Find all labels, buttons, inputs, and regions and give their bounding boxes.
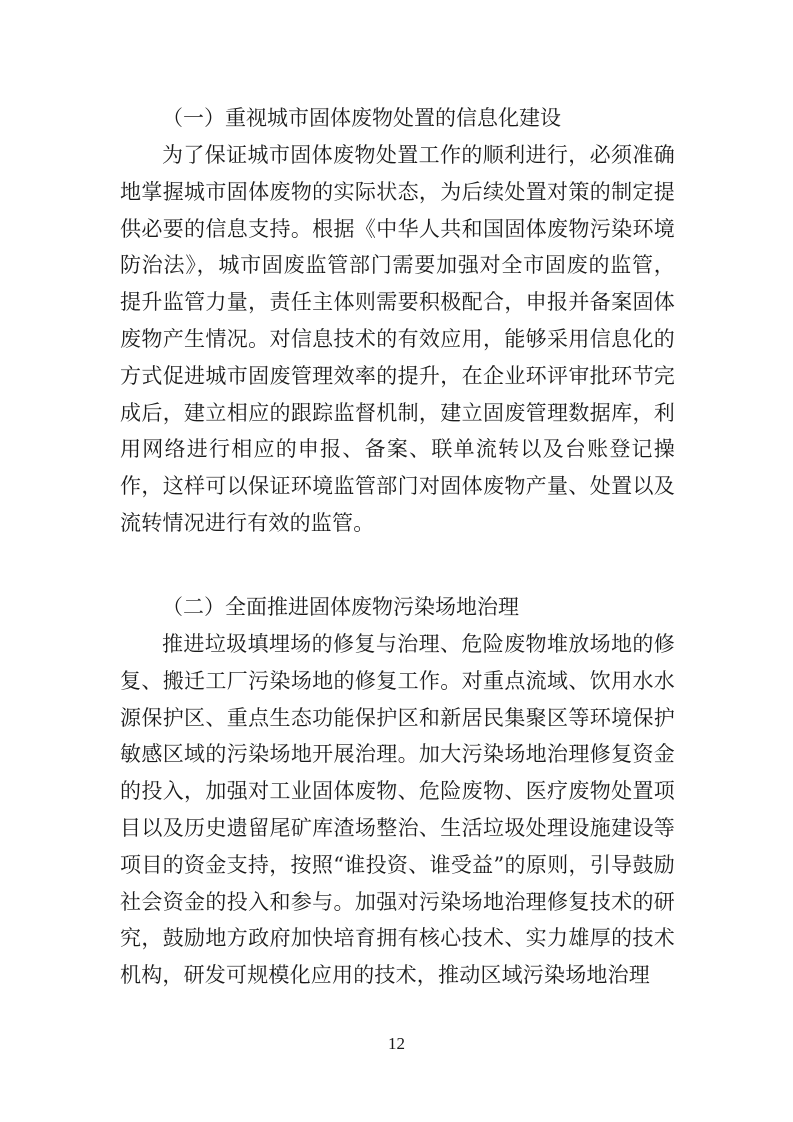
section-paragraph: 推进垃圾填埋场的修复与治理、危险废物堆放场地的修复、搬迁工厂污染场地的修复工作。对重点流域、饮用水水源保护区、重点生态功能保护区和新居民集聚区等环境保护敏感区域的污染场地开展治理。加大污染场地治理修复资金的投入，加强对工业固体废物、危险废物、医疗废物处置项目以及历史遗留尾矿库渣场整治、生活垃圾处理设施建设等项目的资金支持，按照“谁投资、谁受益”的原则，引导鼓励社会资金的投入和参与。加强对污染场地治理修复技术的研究，鼓励地方政府加快培育拥有核心技术、实力雄厚的技术机构，研发可规模化应用的技术，推动区域污染场地治理 (120, 632, 675, 988)
section-site-remediation (120, 589, 675, 994)
section-information-construction (120, 100, 675, 542)
section-heading: （一）重视城市固体废物处置的信息化建设 (162, 106, 561, 130)
page-number: 12 (388, 1034, 405, 1053)
section-heading: （二）全面推进固体废物污染场地治理 (162, 595, 519, 619)
section-paragraph: 为了保证城市固体废物处置工作的顺利进行，必须准确地掌握城市固体废物的实际状态，为后续处置对策的制定提供必要的信息支持。根据《中华人共和国固体废物污染环境防治法》，城市固废监管部门需要加强对全市固废的监管，提升监管力量，责任主体则需要积极配合，申报并备案固体废物产生情况。对信息技术的有效应用，能够采用信息化的方式促进城市固废管理效率的提升，在企业环评审批环节完成后，建立相应的跟踪监督机制，建立固废管理数据库，利用网络进行相应的申报、备案、联单流转以及台账登记操作，这样可以保证环境监管部门对固体废物产量、处置以及流转情况进行有效的监管。 (120, 143, 675, 535)
